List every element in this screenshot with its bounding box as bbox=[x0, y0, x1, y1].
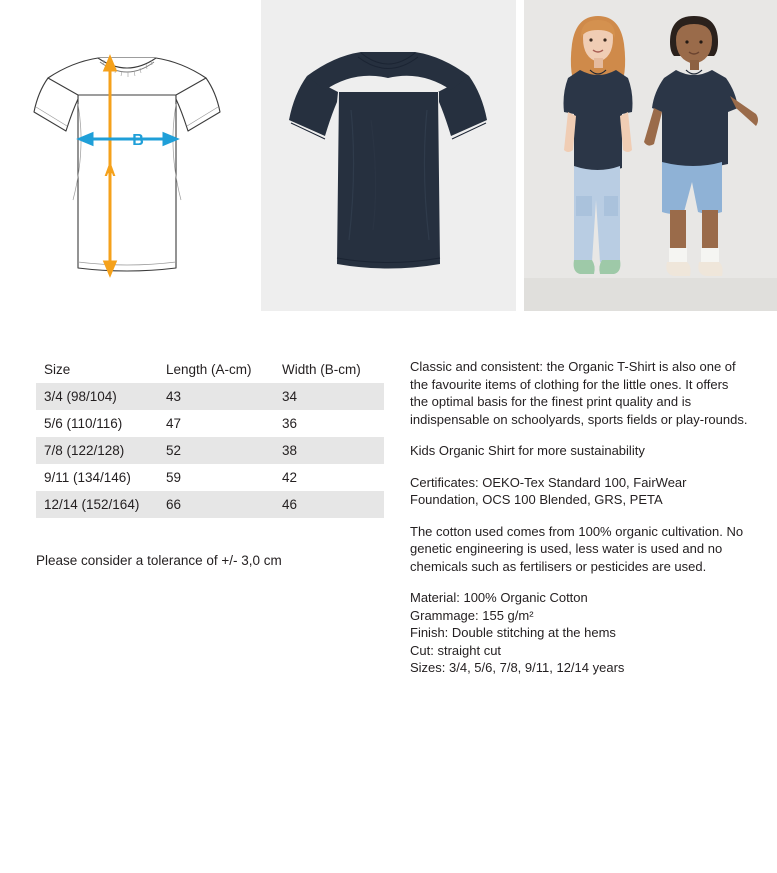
description-certificates: Certificates: OEKO-Tex Standard 100, FairWear Foundation, OCS 100 Blended, GRS, PETA bbox=[410, 474, 687, 507]
table-row bbox=[36, 464, 384, 491]
table-header-row bbox=[36, 356, 384, 383]
spec-grammage: Grammage: 155 g/m² bbox=[410, 607, 534, 623]
description-cotton: The cotton used comes from 100% organic cultivation. No genetic engineering is used, less water is used and no chemicals such as fertilisers or pesticides are used. bbox=[410, 523, 744, 574]
cell-length: 47 bbox=[166, 416, 182, 431]
length-label-a: A bbox=[104, 163, 116, 180]
cell-size: 3/4 (98/104) bbox=[44, 389, 117, 404]
cell-size: 12/14 (152/164) bbox=[44, 497, 140, 512]
product-description bbox=[410, 358, 750, 677]
cell-width: 38 bbox=[282, 443, 298, 458]
table-row bbox=[36, 437, 384, 464]
product-photo-panel bbox=[261, 0, 516, 311]
cell-length: 52 bbox=[166, 443, 182, 458]
width-label-b: B bbox=[132, 132, 144, 149]
cell-width: 42 bbox=[282, 470, 298, 485]
cell-length: 43 bbox=[166, 389, 182, 404]
cell-size: 5/6 (110/116) bbox=[44, 416, 123, 431]
spec-material: Material: 100% Organic Cotton bbox=[410, 590, 588, 605]
image-strip bbox=[0, 0, 777, 311]
cell-size: 7/8 (122/128) bbox=[44, 443, 125, 458]
spec-cut: Cut: straight cut bbox=[410, 642, 502, 658]
cell-width: 34 bbox=[282, 389, 298, 404]
size-table bbox=[36, 356, 384, 518]
tolerance-note: Please consider a tolerance of +/- 3,0 cm bbox=[36, 553, 282, 568]
cell-size: 9/11 (134/146) bbox=[44, 470, 131, 485]
header-size: Size bbox=[44, 362, 71, 377]
cell-length: 59 bbox=[166, 470, 182, 485]
cell-length: 66 bbox=[166, 497, 182, 512]
cell-width: 36 bbox=[282, 416, 298, 431]
description-intro: Classic and consistent: the Organic T-Shirt is also one of the favourite items of clothing for the little ones. It offers the optimal basis for the finest print quality and is indispensable on schoolyards, sports fields or play-rounds. bbox=[410, 359, 748, 427]
table-row bbox=[36, 383, 384, 410]
table-row bbox=[36, 491, 384, 518]
spec-sizes: Sizes: 3/4, 5/6, 7/8, 9/11, 12/14 years bbox=[410, 660, 625, 675]
kids-lifestyle-illustration bbox=[524, 0, 777, 311]
header-length: Length (A-cm) bbox=[166, 362, 252, 377]
description-specs bbox=[410, 589, 750, 677]
description-sustainability: Kids Organic Shirt for more sustainability bbox=[410, 443, 645, 458]
table-row bbox=[36, 410, 384, 437]
cell-width: 46 bbox=[282, 497, 298, 512]
header-width: Width (B-cm) bbox=[282, 362, 361, 377]
tshirt-technical-drawing bbox=[0, 0, 253, 311]
spec-finish: Finish: Double stitching at the hems bbox=[410, 625, 616, 640]
navy-tshirt-illustration bbox=[261, 0, 516, 311]
lifestyle-photo-panel bbox=[524, 0, 777, 311]
technical-drawing-panel bbox=[0, 0, 253, 311]
